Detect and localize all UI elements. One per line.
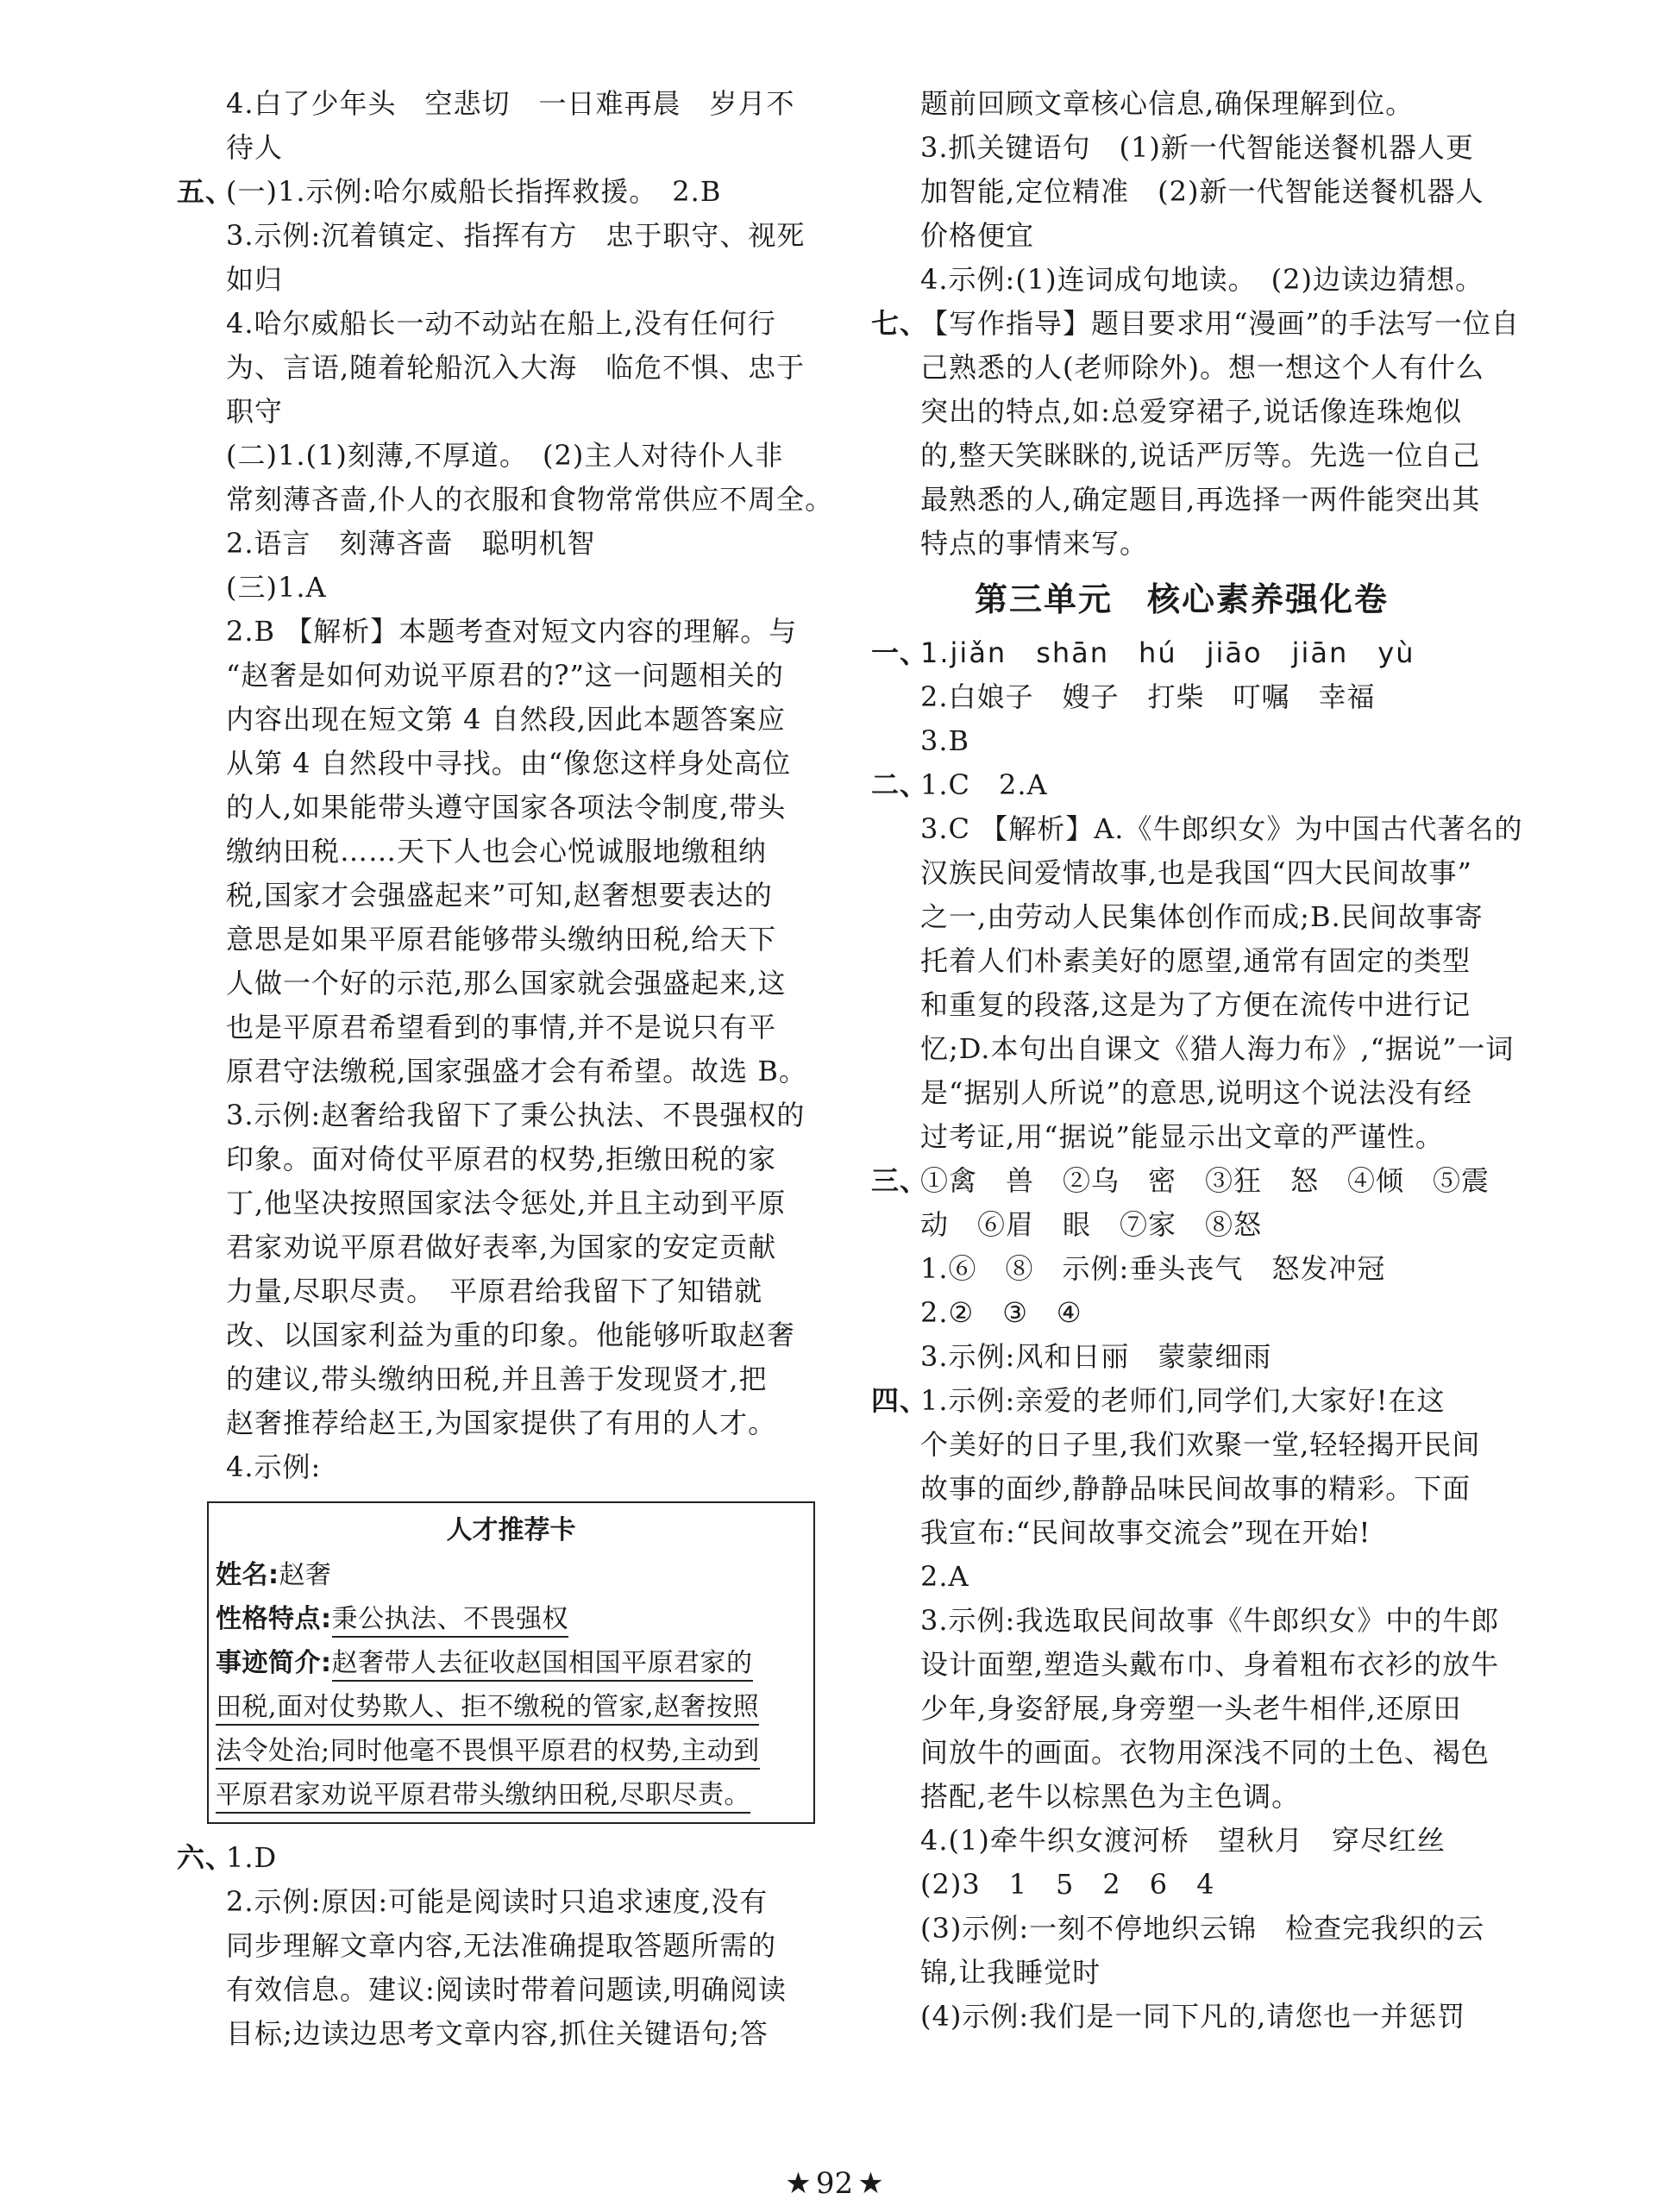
line-text: 加智能,定位精准 (2)新一代智能送餐机器人 bbox=[920, 175, 1484, 208]
section-marker: 一、 bbox=[871, 636, 929, 669]
text-line bbox=[871, 895, 1492, 939]
line-text: ①禽 兽 ②乌 密 ③狂 怒 ④倾 ⑤震 bbox=[920, 1164, 1490, 1197]
section-marker: 七、 bbox=[871, 307, 929, 340]
text-line bbox=[871, 82, 1492, 126]
text-line bbox=[871, 1951, 1492, 1995]
text-line bbox=[871, 258, 1492, 302]
text-line bbox=[177, 874, 815, 918]
card-value: 赵奢 bbox=[279, 1560, 332, 1590]
text-line bbox=[871, 1643, 1500, 1687]
line-text: 职守 bbox=[226, 395, 284, 428]
line-text: (2)3 1 5 2 6 4 bbox=[920, 1868, 1215, 1901]
star-icon: ★ bbox=[785, 2166, 812, 2201]
line-text: 4.示例: bbox=[226, 1451, 322, 1483]
text-line bbox=[177, 1225, 815, 1269]
line-text: 1.C 2.A bbox=[920, 768, 1048, 801]
text-line bbox=[177, 786, 815, 830]
line-text: 4.白了少年头 空悲切 一日难再晨 岁月不 bbox=[226, 87, 795, 120]
text-line bbox=[871, 1423, 1492, 1467]
card-value: 平原君家劝说平原君带头缴纳田税,尽职尽责。 bbox=[216, 1780, 750, 1814]
text-line bbox=[871, 983, 1492, 1027]
line-text: 内容出现在短文第 4 自然段,因此本题答案应 bbox=[226, 703, 786, 736]
text-line bbox=[177, 258, 815, 302]
text-line bbox=[871, 1071, 1492, 1115]
line-text: 2.白娘子 嫂子 打柴 叮嘱 幸福 bbox=[920, 680, 1376, 713]
line-text: 突出的特点,如:总爱穿裙子,说话像连珠炮似 bbox=[920, 395, 1463, 428]
text-line bbox=[871, 763, 1492, 807]
line-text: 力量,尽职尽责。 平原君给我留下了知错就 bbox=[226, 1275, 763, 1307]
line-text: 个美好的日子里,我们欢聚一堂,轻轻揭开民间 bbox=[920, 1428, 1481, 1461]
page-number: 92 bbox=[815, 2166, 854, 2201]
text-line bbox=[871, 1731, 1492, 1775]
text-line bbox=[871, 1863, 1492, 1907]
text-line bbox=[871, 1555, 1492, 1599]
text-line bbox=[177, 698, 815, 742]
line-text: 改、以国家利益为重的印象。他能够听取赵奢 bbox=[226, 1319, 796, 1351]
text-line bbox=[177, 1968, 815, 2012]
text-line bbox=[177, 566, 815, 610]
card-title: 人才推荐卡 bbox=[446, 1515, 576, 1545]
line-text: 汉族民间爱情故事,也是我国“四大民间故事” bbox=[920, 856, 1472, 889]
text-line bbox=[871, 1247, 1492, 1291]
text-line bbox=[177, 1050, 815, 1093]
text-line bbox=[177, 1006, 815, 1050]
line-text: 3.C 【解析】A.《牛郎织女》为中国古代著名的 bbox=[920, 812, 1523, 845]
line-text: 和重复的段落,这是为了方便在流传中进行记 bbox=[920, 988, 1471, 1021]
text-line bbox=[177, 830, 815, 874]
line-text: 的人,如果能带头遵守国家各项法令制度,带头 bbox=[226, 791, 787, 824]
text-line bbox=[177, 1357, 815, 1401]
text-line bbox=[871, 1203, 1492, 1247]
line-text: 过考证,用“据说”能显示出文章的严谨性。 bbox=[920, 1120, 1444, 1153]
text-line bbox=[177, 434, 815, 478]
text-line bbox=[177, 962, 815, 1006]
text-line bbox=[871, 631, 1492, 675]
star-icon: ★ bbox=[857, 2166, 884, 2201]
text-line bbox=[177, 610, 815, 654]
line-text: (二)1.(1)刻薄,不厚道。 (2)主人对待仆人非 bbox=[226, 439, 784, 472]
line-text: 【写作指导】题目要求用“漫画”的手法写一位自 bbox=[920, 307, 1520, 340]
text-line bbox=[871, 522, 1492, 566]
line-text: 1.jiǎn shān hú jiāo jiān yù bbox=[920, 636, 1415, 669]
card-value: 秉公执法、不畏强权 bbox=[332, 1604, 569, 1638]
text-line bbox=[871, 302, 1520, 346]
line-text: 动 ⑥眉 眼 ⑦家 ⑧怒 bbox=[920, 1208, 1263, 1241]
text-line bbox=[871, 1291, 1492, 1335]
unit-title: 第三单元 核心素养强化卷 bbox=[974, 580, 1389, 618]
line-text: 2.A bbox=[920, 1560, 969, 1593]
line-text: (3)示例:一刻不停地织云锦 检查完我织的云 bbox=[920, 1912, 1485, 1945]
line-text: 4.示例:(1)连词成句地读。 (2)边读边猜想。 bbox=[920, 263, 1484, 296]
line-text: 故事的面纱,静静品味民间故事的精彩。下面 bbox=[920, 1472, 1471, 1505]
line-text: 的建议,带头缴纳田税,并且善于发现贤才,把 bbox=[226, 1363, 768, 1395]
text-line bbox=[871, 170, 1492, 214]
left-column bbox=[177, 82, 834, 2056]
text-line bbox=[177, 1093, 815, 1137]
line-text: 如归 bbox=[226, 263, 284, 296]
line-text: 常刻薄吝啬,仆人的衣服和食物常常供应不周全。 bbox=[226, 483, 834, 516]
text-line bbox=[177, 2012, 815, 2056]
text-line bbox=[177, 170, 815, 214]
text-line bbox=[177, 1924, 815, 1968]
text-line bbox=[871, 1511, 1492, 1555]
text-line bbox=[177, 918, 815, 962]
line-text: 缴纳田税……天下人也会心悦诚服地缴租纳 bbox=[226, 835, 768, 868]
line-text: (一)1.示例:哈尔威船长指挥救援。 2.B bbox=[226, 175, 722, 208]
line-text: 锦,让我睡觉时 bbox=[920, 1956, 1101, 1989]
text-line bbox=[177, 82, 815, 126]
text-line bbox=[177, 478, 834, 522]
line-text: “赵奢是如何劝说平原君的?”这一问题相关的 bbox=[226, 659, 784, 692]
text-line bbox=[871, 1775, 1492, 1819]
text-line bbox=[871, 1819, 1492, 1863]
text-line bbox=[177, 390, 815, 434]
text-line bbox=[871, 675, 1492, 719]
card-value: 赵奢带人去征收赵国相国平原君家的 bbox=[332, 1648, 753, 1682]
text-line bbox=[177, 522, 815, 566]
line-text: 3.示例:我选取民间故事《牛郎织女》中的牛郎 bbox=[920, 1604, 1500, 1637]
card-key: 事迹简介: bbox=[216, 1648, 332, 1678]
line-text: 托着人们朴素美好的愿望,通常有固定的类型 bbox=[920, 944, 1471, 977]
line-text: 题前回顾文章核心信息,确保理解到位。 bbox=[920, 87, 1415, 120]
line-text: 1.示例:亲爱的老师们,同学们,大家好!在这 bbox=[920, 1384, 1446, 1417]
text-line bbox=[177, 1137, 815, 1181]
line-text: 税,国家才会强盛起来”可知,赵奢想要表达的 bbox=[226, 879, 773, 912]
text-line bbox=[177, 1445, 815, 1489]
text-line bbox=[871, 1159, 1492, 1203]
card-key: 姓名: bbox=[216, 1560, 279, 1590]
text-line bbox=[177, 214, 815, 258]
line-text: 设计面塑,塑造头戴布巾、身着粗布衣衫的放牛 bbox=[920, 1648, 1500, 1681]
line-text: 也是平原君希望看到的事情,并不是说只有平 bbox=[226, 1011, 777, 1043]
card-row-deeds bbox=[216, 1729, 806, 1773]
card-row-deeds bbox=[216, 1641, 806, 1685]
line-text: 有效信息。建议:阅读时带着问题读,明确阅读 bbox=[226, 1973, 787, 2006]
text-line bbox=[871, 1995, 1492, 2039]
text-line bbox=[871, 434, 1492, 478]
line-text: 的,整天笑眯眯的,说话严厉等。先选一位自己 bbox=[920, 439, 1481, 472]
line-text: 2.B 【解析】本题考查对短文内容的理解。与 bbox=[226, 615, 798, 648]
right-column bbox=[871, 82, 1523, 2039]
line-text: 印象。面对倚仗平原君的权势,拒缴田税的家 bbox=[226, 1143, 777, 1175]
line-text: 意思是如果平原君能够带头缴纳田税,给天下 bbox=[226, 923, 777, 956]
text-line bbox=[871, 1115, 1492, 1159]
text-line bbox=[177, 1836, 815, 1880]
card-key: 性格特点: bbox=[216, 1604, 332, 1634]
text-line bbox=[177, 126, 815, 170]
line-text: 2.② ③ ④ bbox=[920, 1296, 1082, 1329]
line-text: 是“据别人所说”的意思,说明这个说法没有经 bbox=[920, 1076, 1472, 1109]
line-text: 3.示例:沉着镇定、指挥有方 忠于职守、视死 bbox=[226, 219, 806, 252]
line-text: 价格便宜 bbox=[920, 219, 1035, 252]
card-row-deeds bbox=[216, 1773, 806, 1817]
line-text: 为、言语,随着轮船沉入大海 临危不惧、忠于 bbox=[226, 351, 806, 384]
text-line bbox=[871, 1907, 1492, 1951]
card-value: 田税,面对仗势欺人、拒不缴税的管家,赵奢按照 bbox=[216, 1692, 759, 1726]
line-text: 同步理解文章内容,无法准确提取答题所需的 bbox=[226, 1929, 777, 1962]
card-row-deeds bbox=[216, 1685, 806, 1729]
text-line bbox=[177, 1880, 815, 1924]
text-line bbox=[177, 742, 815, 786]
section-marker: 六、 bbox=[177, 1841, 235, 1874]
text-line bbox=[177, 1401, 815, 1445]
text-line bbox=[177, 302, 815, 346]
text-line bbox=[871, 1379, 1492, 1423]
line-text: 2.语言 刻薄吝啬 聪明机智 bbox=[226, 527, 596, 560]
line-text: 特点的事情来写。 bbox=[920, 527, 1149, 560]
line-text: 少年,身姿舒展,身旁塑一头老牛相伴,还原田 bbox=[920, 1692, 1462, 1725]
text-line bbox=[871, 1467, 1492, 1511]
line-text: 3.示例:赵奢给我留下了秉公执法、不畏强权的 bbox=[226, 1099, 806, 1131]
text-line bbox=[871, 1599, 1500, 1643]
line-text: 待人 bbox=[226, 131, 284, 164]
text-line bbox=[177, 1313, 815, 1357]
line-text: 从第 4 自然段中寻找。由“像您这样身处高位 bbox=[226, 747, 792, 780]
line-text: 赵奢推荐给赵王,为国家提供了有用的人才。 bbox=[226, 1407, 777, 1439]
text-line bbox=[871, 1687, 1492, 1731]
line-text: 君家劝说平原君做好表率,为国家的安定贡献 bbox=[226, 1231, 777, 1263]
text-line bbox=[177, 654, 815, 698]
card-row-trait bbox=[216, 1597, 806, 1641]
line-text: 3.示例:风和日丽 蒙蒙细雨 bbox=[920, 1340, 1272, 1373]
section-marker: 三、 bbox=[871, 1164, 929, 1197]
text-line bbox=[871, 807, 1523, 851]
line-text: 4.(1)牵牛织女渡河桥 望秋月 穿尽红丝 bbox=[920, 1824, 1446, 1857]
line-text: 4.哈尔威船长一动不动站在船上,没有任何行 bbox=[226, 307, 776, 340]
page-footer bbox=[0, 2166, 1669, 2209]
text-line bbox=[871, 478, 1492, 522]
talent-recommendation-card bbox=[207, 1501, 815, 1824]
line-text: 2.示例:原因:可能是阅读时只追求速度,没有 bbox=[226, 1885, 769, 1918]
section-marker: 二、 bbox=[871, 768, 929, 801]
line-text: 丁,他坚决按照国家法令惩处,并且主动到平原 bbox=[226, 1187, 787, 1219]
text-line bbox=[177, 1181, 815, 1225]
card-row-name bbox=[216, 1553, 806, 1597]
line-text: 1.⑥ ⑧ 示例:垂头丧气 怒发冲冠 bbox=[920, 1252, 1386, 1285]
text-line bbox=[871, 1335, 1492, 1379]
text-line bbox=[871, 126, 1492, 170]
line-text: 目标;边读边思考文章内容,抓住关键语句;答 bbox=[226, 2017, 769, 2050]
line-text: 3.B bbox=[920, 724, 970, 757]
text-line bbox=[871, 214, 1492, 258]
text-line bbox=[871, 1027, 1515, 1071]
line-text: (三)1.A bbox=[226, 571, 327, 604]
text-line bbox=[871, 346, 1492, 390]
text-line bbox=[177, 346, 815, 390]
text-line bbox=[871, 939, 1492, 983]
line-text: (4)示例:我们是一同下凡的,请您也一并惩罚 bbox=[920, 2000, 1466, 2033]
line-text: 原君守法缴税,国家强盛才会有希望。故选 B。 bbox=[226, 1055, 807, 1087]
line-text: 1.D bbox=[226, 1841, 278, 1874]
line-text: 己熟悉的人(老师除外)。想一想这个人有什么 bbox=[920, 351, 1484, 384]
line-text: 之一,由劳动人民集体创作而成;B.民间故事寄 bbox=[920, 900, 1484, 933]
line-text: 忆;D.本句出自课文《猎人海力布》,“据说”一词 bbox=[920, 1032, 1515, 1065]
line-text: 我宣布:“民间故事交流会”现在开始! bbox=[920, 1516, 1371, 1549]
line-text: 3.抓关键语句 (1)新一代智能送餐机器人更 bbox=[920, 131, 1474, 164]
section-marker: 五、 bbox=[177, 175, 235, 208]
card-value: 法令处治;同时他毫不畏惧平原君的权势,主动到 bbox=[216, 1736, 760, 1770]
line-text: 人做一个好的示范,那么国家就会强盛起来,这 bbox=[226, 967, 787, 999]
section-marker: 四、 bbox=[871, 1384, 929, 1417]
text-line bbox=[871, 390, 1492, 434]
line-text: 间放牛的画面。衣物用深浅不同的土色、褐色 bbox=[920, 1736, 1490, 1769]
line-text: 搭配,老牛以棕黑色为主色调。 bbox=[920, 1780, 1301, 1813]
text-line bbox=[177, 1269, 815, 1313]
text-line bbox=[871, 719, 1492, 763]
text-line bbox=[871, 851, 1492, 895]
line-text: 最熟悉的人,确定题目,再选择一两件能突出其 bbox=[920, 483, 1481, 516]
